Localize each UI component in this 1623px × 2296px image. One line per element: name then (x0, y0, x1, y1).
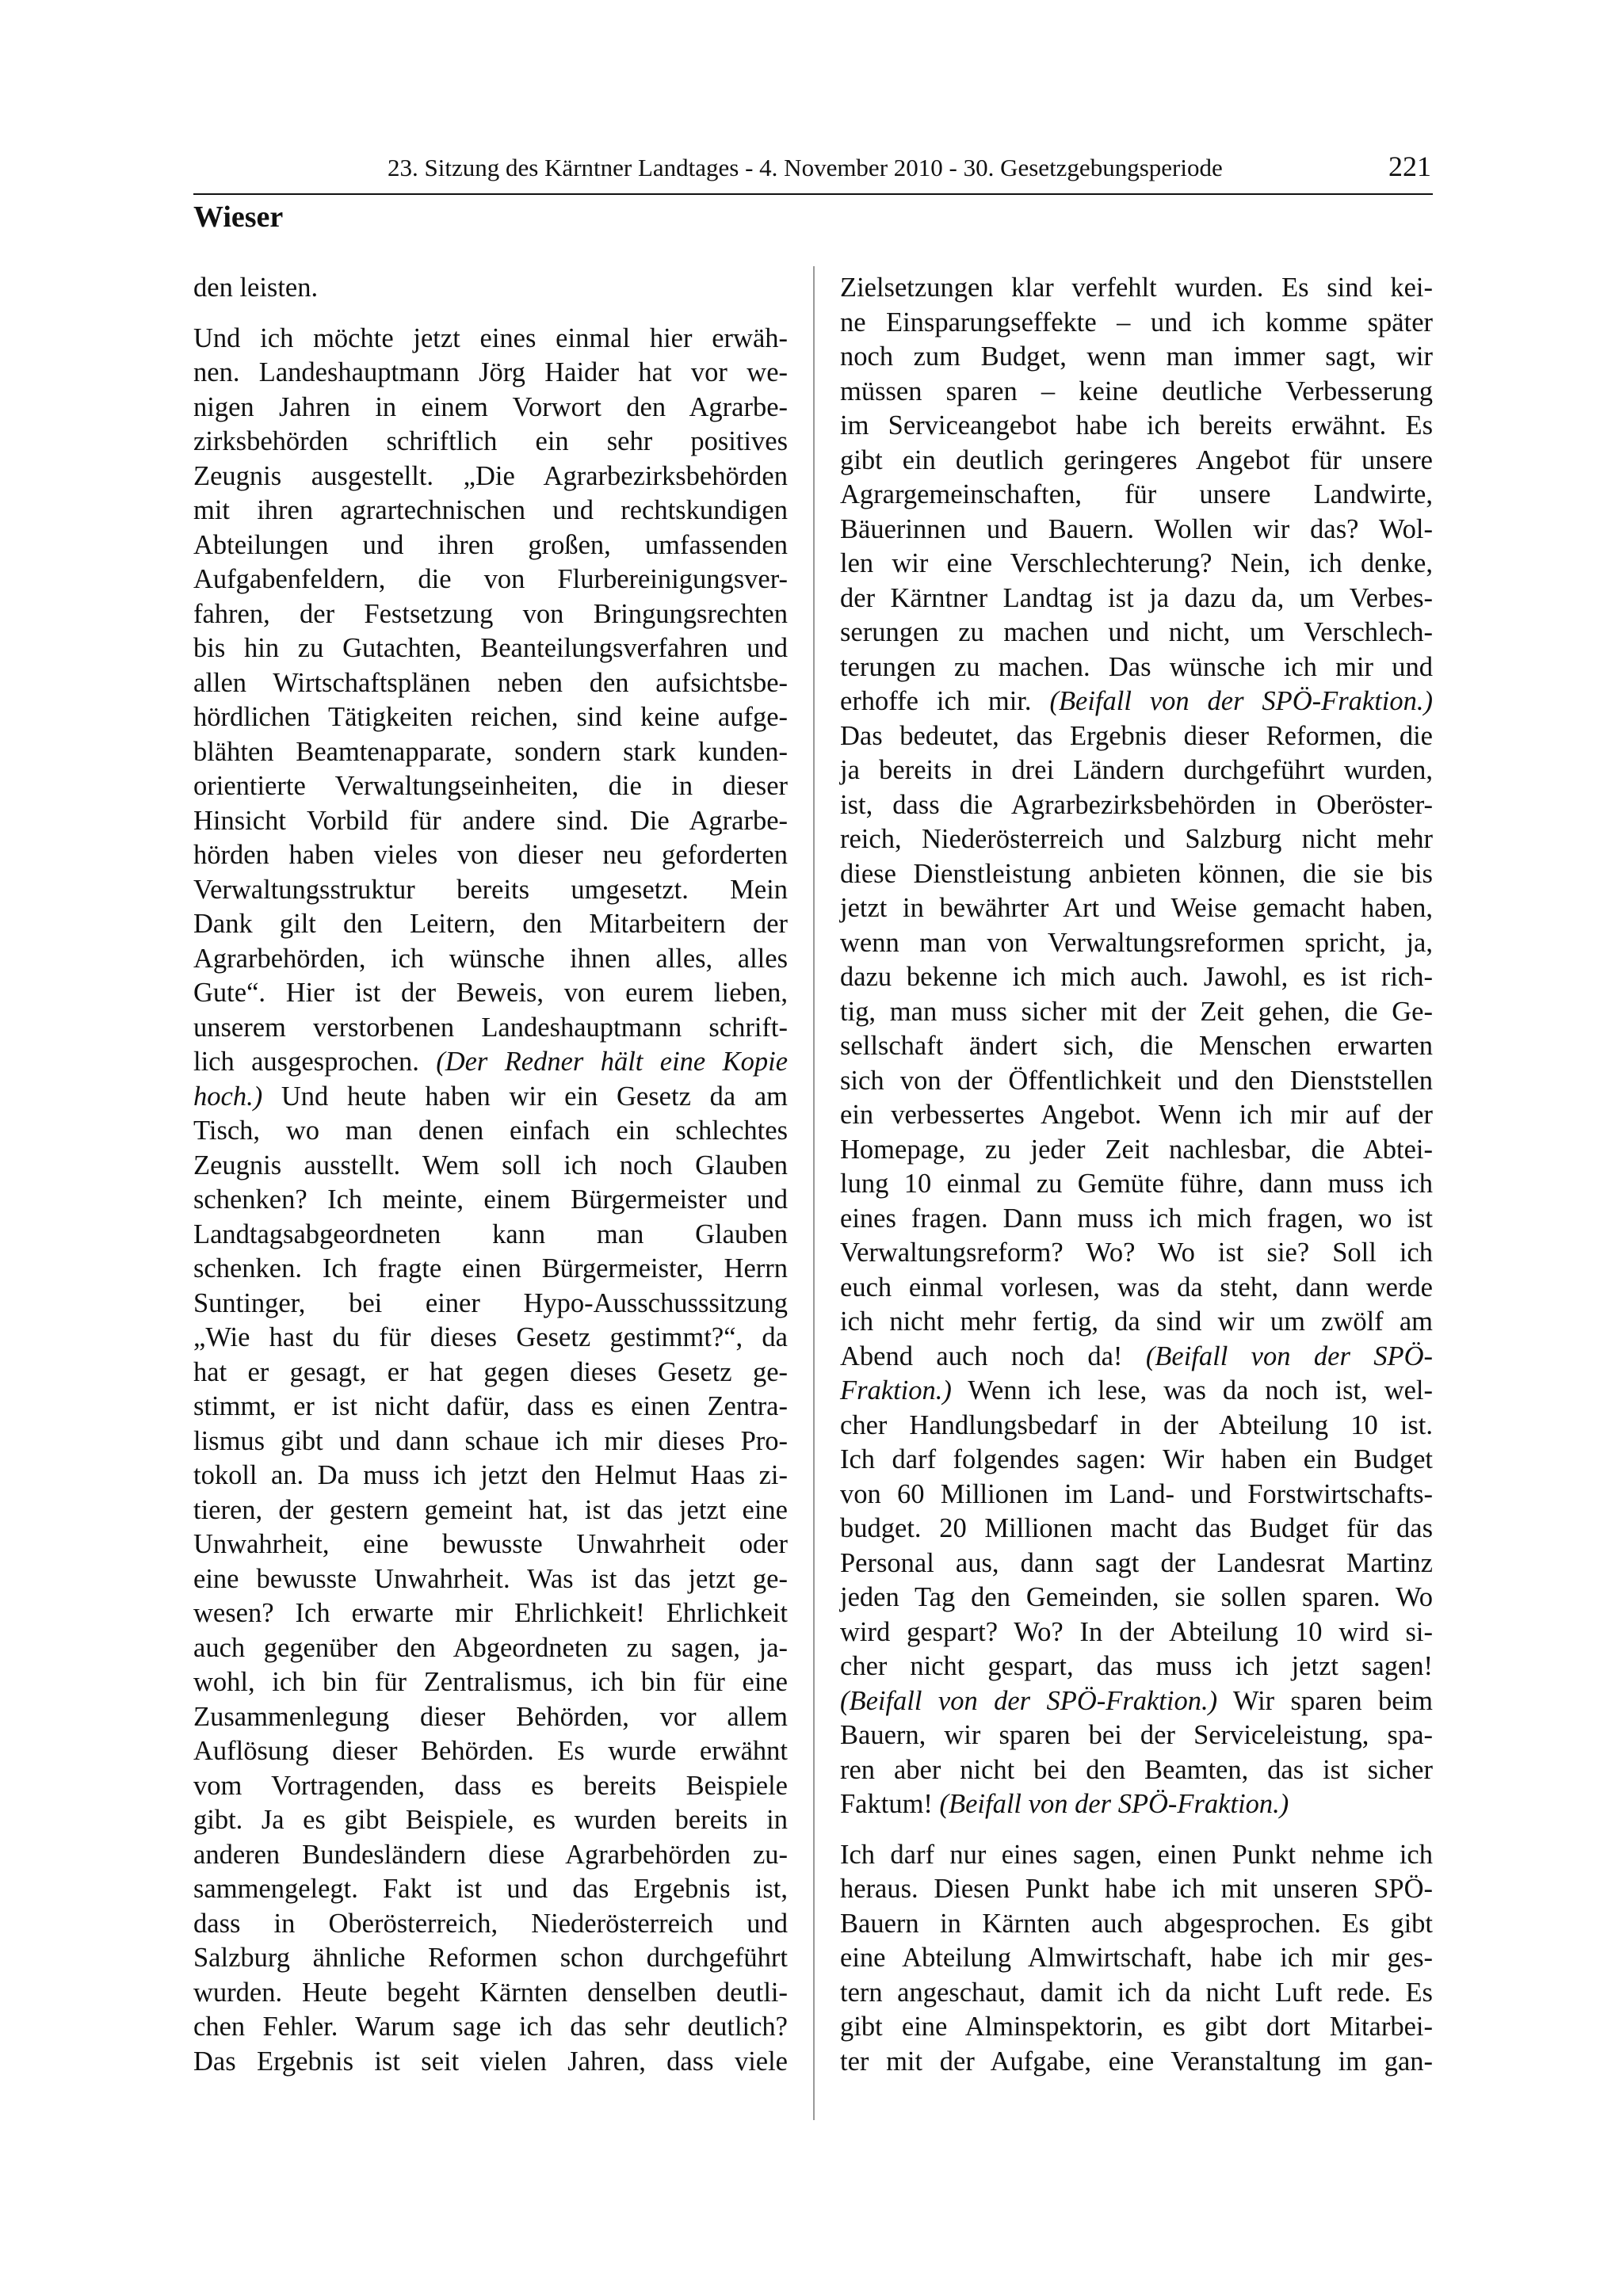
text-line (193, 907, 788, 942)
text-line (193, 1803, 788, 1838)
text-line (840, 1787, 1433, 1822)
text-line (840, 340, 1433, 375)
running-title: 23. Sitzung des Kärntner Landtages - 4. November 2010 - 30. Gesetzgebungsperiode (388, 154, 1223, 181)
speech-text: Und heute haben wir ein Gesetz da am (262, 1081, 788, 1112)
text-line (193, 838, 788, 873)
speech-text: fahren, der Festsetzung von Bringungsrechten (193, 598, 788, 629)
speech-text: bis hin zu Gutachten, Beanteilungsverfahren und (193, 633, 788, 663)
text-line (840, 650, 1433, 685)
text-line (840, 1064, 1433, 1099)
text-line (193, 1838, 788, 1873)
speech-text: ein verbessertes Angebot. Wenn ich mir auf der (840, 1100, 1433, 1130)
speech-text: ist, dass die Agrarbezirksbehörden in Oberöster- (840, 789, 1433, 820)
speech-text: Bauern in Kärnten auch abgesprochen. Es gibt (840, 1908, 1433, 1939)
speech-text: Zeugnis ausstellt. Wem soll ich noch Glauben (193, 1150, 788, 1180)
text-line (193, 563, 788, 597)
text-line (840, 1907, 1433, 1942)
speech-text: allen Wirtschaftsplänen neben den aufsichtsbe- (193, 667, 788, 698)
speech-text: Unwahrheit, eine bewusste Unwahrheit oder (193, 1529, 788, 1559)
speech-text: ren aber nicht bei den Beamten, das ist sicher (840, 1754, 1433, 1785)
speech-text: von 60 Millionen im Land- und Forstwirtschafts- (840, 1478, 1433, 1509)
text-line (840, 547, 1433, 582)
speech-text: der Kärntner Landtag ist ja dazu da, um Verbes- (840, 582, 1433, 613)
speech-text: Zeugnis ausgestellt. „Die Agrarbezirksbehörden (193, 460, 788, 491)
speech-text: lismus gibt und dann schaue ich mir dieses Pro- (193, 1425, 788, 1456)
text-line (193, 1734, 788, 1769)
text-line (840, 375, 1433, 410)
speech-text: cher Handlungsbedarf in der Abteilung 10 ist. (840, 1409, 1433, 1440)
speech-text: serungen zu machen und nicht, um Verschlech- (840, 617, 1433, 647)
speech-text: cher nicht gespart, das muss ich jetzt sagen! (840, 1651, 1433, 1681)
speech-text: gibt eine Alminspektorin, es gibt dort Mitarbei- (840, 2012, 1433, 2042)
stage-direction: (Beifall von der SPÖ-Fraktion.) (1049, 686, 1433, 716)
text-line (193, 1218, 788, 1253)
text-line (840, 616, 1433, 650)
speech-text: wohl, ich bin für Zentralismus, ich bin für eine (193, 1667, 788, 1697)
text-line (840, 1872, 1433, 1907)
text-line (840, 271, 1433, 306)
speech-text: schenken. Ich fragte einen Bürgermeister, Herrn (193, 1253, 788, 1283)
text-line (840, 753, 1433, 788)
speech-text: tig, man muss sicher mit der Zeit gehen, die Ge- (840, 996, 1433, 1027)
text-line (193, 735, 788, 770)
speech-text: euch einmal vorlesen, was da steht, dann werde (840, 1272, 1433, 1302)
speech-text: eine Abteilung Almwirtschaft, habe ich mir ges- (840, 1943, 1433, 1973)
speech-text: schenken? Ich meinte, einem Bürgermeister und (193, 1184, 788, 1215)
text-line (193, 769, 788, 804)
speech-text: Agrarbehörden, ich wünsche ihnen alles, alles (193, 943, 788, 974)
text-line (840, 1718, 1433, 1753)
text-line (193, 1976, 788, 2011)
speech-text: jetzt in bewährter Art und Weise gemacht haben, (840, 893, 1433, 923)
speech-text: nigen Jahren in einem Vorwort den Agrarbe- (193, 391, 788, 422)
text-line (193, 1527, 788, 1562)
speech-text: Suntinger, bei einer Hypo-Ausschusssitzung (193, 1287, 788, 1318)
speech-text: wird gespart? Wo? In der Abteilung 10 wird si- (840, 1616, 1433, 1647)
text-line (193, 1425, 788, 1459)
speech-text: Und ich möchte jetzt eines einmal hier erwäh- (193, 322, 788, 353)
text-line (193, 1700, 788, 1735)
text-line (840, 1271, 1433, 1306)
text-line (840, 1684, 1433, 1719)
column-divider (813, 266, 815, 2120)
speech-text: Dank gilt den Leitern, den Mitarbeitern der (193, 909, 788, 939)
text-line (840, 306, 1433, 341)
speech-text: tieren, der gestern gemeint hat, ist das jetzt eine (193, 1494, 788, 1525)
speech-text: wesen? Ich erwarte mir Ehrlichkeit! Ehrlichkeit (193, 1598, 788, 1628)
page-number: 221 (1388, 151, 1431, 182)
text-line (193, 1493, 788, 1528)
text-line (193, 271, 788, 306)
stage-direction: (Beifall von der SPÖ-Fraktion.) (939, 1789, 1289, 1819)
speech-text: hördlichen Tätigkeiten reichen, sind keine aufge- (193, 702, 788, 732)
text-line (840, 1133, 1433, 1168)
text-line (840, 1478, 1433, 1512)
stage-direction: (Beifall von der SPÖ-Fraktion.) (840, 1685, 1218, 1716)
text-line (193, 1321, 788, 1356)
text-line (193, 666, 788, 701)
text-line (840, 1941, 1433, 1976)
text-line (840, 1581, 1433, 1615)
text-line (193, 1080, 788, 1115)
speech-text: stimmt, er ist nicht dafür, dass es einen Zentra- (193, 1391, 788, 1421)
text-line (840, 1409, 1433, 1444)
text-line (193, 1287, 788, 1322)
speech-text: sich von der Öffentlichkeit und den Dienststellen (840, 1065, 1433, 1096)
speech-text: Homepage, zu jeder Zeit nachlesbar, die Abtei- (840, 1134, 1433, 1165)
text-line (840, 1838, 1433, 1873)
speech-text: Verwaltungsstruktur bereits umgesetzt. Mein (193, 874, 788, 905)
paragraph-gap (840, 1822, 1433, 1838)
text-line (840, 1547, 1433, 1581)
speech-text: eine bewusste Unwahrheit. Was ist das jetzt ge- (193, 1563, 788, 1594)
speech-text: ne Einsparungseffekte – und ich komme später (840, 307, 1433, 338)
text-line (840, 719, 1433, 754)
stage-direction: Fraktion.) (840, 1375, 952, 1405)
speech-text: chen Fehler. Warum sage ich das sehr deutlich? (193, 2012, 788, 2042)
speech-text: ja bereits in drei Ländern durchgeführt wurden, (840, 755, 1433, 785)
speech-text: ter mit der Aufgabe, eine Veranstaltung im gan- (840, 2046, 1433, 2077)
speech-text: anderen Bundesländern diese Agrarbehörden zu- (193, 1839, 788, 1870)
speech-text: Verwaltungsreform? Wo? Wo ist sie? Soll ich (840, 1238, 1433, 1268)
text-line (193, 976, 788, 1011)
text-line (193, 1183, 788, 1218)
text-line (840, 513, 1433, 547)
text-line (840, 1202, 1433, 1237)
text-line (840, 891, 1433, 926)
text-line (840, 1374, 1433, 1409)
text-line (840, 444, 1433, 479)
header-rule (193, 193, 1433, 195)
text-line (840, 1340, 1433, 1375)
speech-text: hörden haben vieles von dieser neu geforderten (193, 840, 788, 870)
text-line (193, 942, 788, 977)
speech-text: Personal aus, dann sagt der Landesrat Martinz (840, 1547, 1433, 1578)
text-line (193, 631, 788, 666)
text-line (840, 1236, 1433, 1271)
speech-text: sellschaft ändert sich, die Menschen erwarten (840, 1031, 1433, 1061)
text-line (840, 926, 1433, 961)
speech-text: Faktum! (840, 1789, 940, 1819)
speech-text: Gute“. Hier ist der Beweis, von eurem lieben, (193, 978, 788, 1008)
text-line (193, 1631, 788, 1666)
text-line (840, 822, 1433, 857)
text-column-left (193, 271, 788, 2079)
stage-direction: hoch.) (193, 1081, 263, 1112)
speech-text: wurden. Heute begeht Kärnten denselben deutli- (193, 1977, 788, 2008)
text-line (193, 1356, 788, 1390)
speech-text: eines fragen. Dann muss ich mich fragen, wo ist (840, 1203, 1433, 1234)
speech-text: gibt ein deutlich geringeres Angebot für unsere (840, 444, 1433, 475)
speech-text: mit ihren agrartechnischen und rechtskundigen (193, 495, 788, 525)
text-line (840, 2045, 1433, 2080)
speech-text: erhoffe ich mir. (840, 686, 1050, 716)
speech-text: noch zum Budget, wenn man immer sagt, wir (840, 341, 1433, 372)
text-line (840, 478, 1433, 513)
text-line (840, 1650, 1433, 1684)
speech-text: Hinsicht Vorbild für andere sind. Die Agrarbe- (193, 805, 788, 836)
text-line (193, 460, 788, 494)
speech-text: terungen zu machen. Das wünsche ich mir und (840, 651, 1433, 682)
speech-text: „Wie hast du für dieses Gesetz gestimmt?“, da (193, 1322, 788, 1352)
text-line (840, 582, 1433, 616)
speech-text: Auflösung dieser Behörden. Es wurde erwähnt (193, 1736, 788, 1766)
speech-text: ich nicht mehr fertig, da sind wir um zwölf am (840, 1306, 1433, 1337)
speech-text: Zielsetzungen klar verfehlt wurden. Es sind kei- (840, 273, 1433, 303)
text-line (193, 1941, 788, 1976)
text-line (193, 700, 788, 735)
speech-text: reich, Niederösterreich und Salzburg nicht mehr (840, 824, 1433, 854)
speech-text: tern angeschaut, damit ich da nicht Luft rede. Es (840, 1977, 1433, 2008)
text-line (840, 1167, 1433, 1202)
speech-text: budget. 20 Millionen macht das Budget für das (840, 1513, 1433, 1543)
text-line (193, 1769, 788, 1804)
text-line (840, 685, 1433, 719)
text-line (840, 1976, 1433, 2011)
text-line (193, 873, 788, 908)
speech-text: zirksbehörden schriftlich ein sehr positives (193, 426, 788, 456)
text-line (193, 1045, 788, 1080)
speech-text: Bäuerinnen und Bauern. Wollen wir das? Wol- (840, 513, 1433, 544)
text-line (840, 1029, 1433, 1064)
speech-text: im Serviceangebot habe ich bereits erwähnt. Es (840, 410, 1433, 441)
speech-text: heraus. Diesen Punkt habe ich mit unseren SPÖ- (840, 1874, 1433, 1904)
speech-text: unserem verstorbenen Landeshauptmann schrift- (193, 1012, 788, 1043)
speaker-name: Wieser (193, 200, 284, 234)
text-line (193, 2045, 788, 2080)
speech-text: sammengelegt. Fakt ist und das Ergebnis ist, (193, 1874, 788, 1904)
speech-text: jeden Tag den Gemeinden, sie sollen sparen. Wo (840, 1582, 1433, 1612)
speech-text: auch gegenüber den Abgeordneten zu sagen, ja- (193, 1632, 788, 1663)
stage-direction: (Der Redner hält eine Kopie (436, 1047, 789, 1077)
speech-text: dazu bekenne ich mich auch. Jawohl, es ist rich- (840, 962, 1433, 992)
text-line (840, 1305, 1433, 1340)
speech-text: vom Vortragenden, dass es bereits Beispiele (193, 1770, 788, 1801)
speech-text: Tisch, wo man denen einfach ein schlechtes (193, 1116, 788, 1146)
text-line (193, 494, 788, 528)
speech-text: diese Dienstleistung anbieten können, die sie bis (840, 858, 1433, 889)
speech-text: Das Ergebnis ist seit vielen Jahren, dass viele (193, 2046, 788, 2077)
speech-text: Aufgabenfeldern, die von Flurbereinigungsver- (193, 564, 788, 594)
text-line (840, 1753, 1433, 1788)
text-line (193, 2010, 788, 2045)
text-line (193, 1252, 788, 1287)
text-line (840, 409, 1433, 444)
speech-text: Agrargemeinschaften, für unsere Landwirte, (840, 479, 1433, 509)
speech-text: wenn man von Verwaltungsreformen spricht, ja, (840, 927, 1433, 958)
text-line (840, 1098, 1433, 1133)
text-line (193, 1149, 788, 1184)
speech-text: len wir eine Verschlechterung? Nein, ich denke, (840, 548, 1433, 578)
speech-text: Ich darf nur eines sagen, einen Punkt nehme ich (840, 1839, 1433, 1870)
text-line (193, 322, 788, 357)
speech-text: orientierte Verwaltungseinheiten, die in dieser (193, 771, 788, 801)
speech-text: Zusammenlegung dieser Behörden, vor allem (193, 1701, 788, 1732)
text-line (840, 2010, 1433, 2045)
text-line (193, 597, 788, 632)
text-line (193, 1114, 788, 1149)
speech-text: Abend auch noch da! (840, 1341, 1146, 1371)
speech-text: Bauern, wir sparen bei der Serviceleistung, spa- (840, 1720, 1433, 1750)
speech-text: Wir sparen beim (1217, 1685, 1433, 1716)
speech-text: Ich darf folgendes sagen: Wir haben ein Budget (840, 1444, 1433, 1474)
text-line (840, 1443, 1433, 1478)
paragraph-gap (193, 306, 788, 322)
text-line (193, 528, 788, 563)
text-line (840, 960, 1433, 995)
text-line (193, 1665, 788, 1700)
text-line (193, 1459, 788, 1493)
speech-text: Wenn ich lese, was da noch ist, wel- (951, 1375, 1433, 1405)
stage-direction: (Beifall von der SPÖ- (1145, 1341, 1433, 1371)
speech-text: Abteilungen und ihren großen, umfassenden (193, 529, 788, 560)
text-line (840, 1512, 1433, 1547)
text-line (193, 1872, 788, 1907)
text-line (193, 1562, 788, 1597)
text-line (193, 425, 788, 460)
text-line (193, 1390, 788, 1425)
text-line (193, 804, 788, 839)
text-line (193, 1011, 788, 1046)
speech-text: lich ausgesprochen. (193, 1047, 437, 1077)
text-line (840, 857, 1433, 892)
speech-text: Salzburg ähnliche Reformen schon durchgeführt (193, 1943, 788, 1973)
speech-text: nen. Landeshauptmann Jörg Haider hat vor we- (193, 357, 788, 387)
text-line (840, 995, 1433, 1030)
speech-text: gibt. Ja es gibt Beispiele, es wurden bereits in (193, 1805, 788, 1835)
text-line (193, 356, 788, 391)
speech-text: Das bedeutet, das Ergebnis dieser Reformen, die (840, 720, 1433, 751)
speech-text: blähten Beamtenapparate, sondern stark kunden- (193, 736, 788, 767)
text-line (840, 788, 1433, 823)
speech-text: müssen sparen – keine deutliche Verbesserung (840, 376, 1433, 406)
speech-text: dass in Oberösterreich, Niederösterreich und (193, 1908, 788, 1939)
speech-text: tokoll an. Da muss ich jetzt den Helmut Haas zi- (193, 1460, 788, 1490)
speech-text: lung 10 einmal zu Gemüte führe, dann muss ich (840, 1169, 1433, 1199)
speech-text: Landtagsabgeordneten kann man Glauben (193, 1219, 788, 1249)
text-line (193, 1907, 788, 1942)
speech-text: den leisten. (193, 273, 319, 303)
text-line (193, 1596, 788, 1631)
speech-text: hat er gesagt, er hat gegen dieses Gesetz ge- (193, 1356, 788, 1387)
text-line (840, 1615, 1433, 1650)
text-line (193, 391, 788, 425)
text-column-right (840, 271, 1433, 2079)
